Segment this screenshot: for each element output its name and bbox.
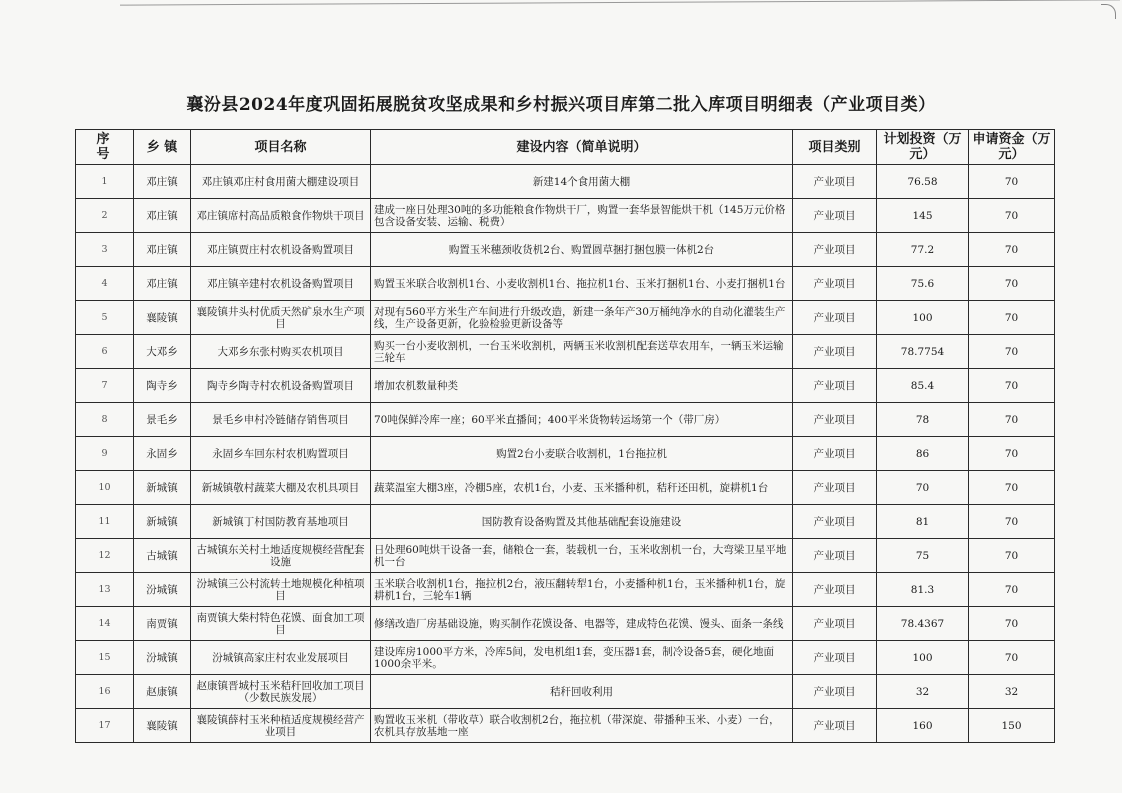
row-applied-funds: 70 — [969, 539, 1055, 573]
row-applied-funds: 70 — [969, 199, 1055, 233]
row-town: 邓庄镇 — [134, 199, 191, 233]
row-content: 购置玉米联合收割机1台、小麦收割机1台、拖拉机1台、玉米打捆机1台、小麦打捆机1台 — [371, 267, 793, 301]
row-content: 修缮改造厂房基础设施，购买制作花馍设备、电器等，建成特色花馍、馒头、面条一条线 — [371, 607, 793, 641]
table-row — [76, 369, 1055, 403]
row-category: 产业项目 — [793, 437, 877, 471]
row-category: 产业项目 — [793, 199, 877, 233]
row-town: 陶寺乡 — [134, 369, 191, 403]
row-planned-investment: 78 — [877, 403, 969, 437]
row-number: 1 — [76, 165, 134, 199]
header-name: 项目名称 — [191, 130, 371, 165]
row-number: 10 — [76, 471, 134, 505]
row-project-name: 大邓乡东张村购买农机项目 — [191, 335, 371, 369]
row-applied-funds: 150 — [969, 709, 1055, 743]
row-planned-investment: 86 — [877, 437, 969, 471]
row-planned-investment: 100 — [877, 641, 969, 675]
row-number: 12 — [76, 539, 134, 573]
row-number: 16 — [76, 675, 134, 709]
row-content: 建成一座日处理30吨的多功能粮食作物烘干厂，购置一套华景智能烘干机（145万元价格包含设备安装、运输、税费） — [371, 199, 793, 233]
row-category: 产业项目 — [793, 301, 877, 335]
row-number: 14 — [76, 607, 134, 641]
row-planned-investment: 75 — [877, 539, 969, 573]
row-town: 景毛乡 — [134, 403, 191, 437]
row-content: 新建14个食用菌大棚 — [371, 165, 793, 199]
row-planned-investment: 100 — [877, 301, 969, 335]
row-planned-investment: 81.3 — [877, 573, 969, 607]
row-content: 增加农机数量种类 — [371, 369, 793, 403]
header-plan: 计划投资（万元） — [877, 130, 969, 165]
row-number: 3 — [76, 233, 134, 267]
row-applied-funds: 70 — [969, 165, 1055, 199]
table-row — [76, 301, 1055, 335]
row-planned-investment: 145 — [877, 199, 969, 233]
row-project-name: 古城镇东关村土地适度规模经营配套设施 — [191, 539, 371, 573]
row-applied-funds: 70 — [969, 335, 1055, 369]
row-content: 蔬菜温室大棚3座，冷棚5座，农机1台，小麦、玉米播种机，秸秆还田机，旋耕机1台 — [371, 471, 793, 505]
row-number: 5 — [76, 301, 134, 335]
table-row — [76, 641, 1055, 675]
row-planned-investment: 32 — [877, 675, 969, 709]
row-project-name: 邓庄镇邓庄村食用菌大棚建设项目 — [191, 165, 371, 199]
row-content: 建设库房1000平方米，冷库5间，发电机组1套，变压器1套，制冷设备5套，硬化地面1000余平米。 — [371, 641, 793, 675]
row-planned-investment: 78.7754 — [877, 335, 969, 369]
row-category: 产业项目 — [793, 403, 877, 437]
project-table — [75, 129, 1055, 743]
table-row — [76, 165, 1055, 199]
row-town: 邓庄镇 — [134, 165, 191, 199]
row-number: 9 — [76, 437, 134, 471]
row-applied-funds: 70 — [969, 233, 1055, 267]
row-category: 产业项目 — [793, 709, 877, 743]
row-category: 产业项目 — [793, 505, 877, 539]
row-town: 赵康镇 — [134, 675, 191, 709]
row-number: 6 — [76, 335, 134, 369]
table-row — [76, 233, 1055, 267]
row-content: 购置收玉米机（带收草）联合收割机2台，拖拉机（带深旋、带播种玉米、小麦）一台，农机具存放基地一座 — [371, 709, 793, 743]
header-row — [76, 130, 1055, 165]
row-project-name: 新城镇敬村蔬菜大棚及农机具项目 — [191, 471, 371, 505]
row-project-name: 景毛乡申村冷链储存销售项目 — [191, 403, 371, 437]
row-project-name: 襄陵镇井头村优质天然矿泉水生产项目 — [191, 301, 371, 335]
row-number: 15 — [76, 641, 134, 675]
row-town: 大邓乡 — [134, 335, 191, 369]
row-number: 17 — [76, 709, 134, 743]
row-applied-funds: 70 — [969, 437, 1055, 471]
row-applied-funds: 70 — [969, 267, 1055, 301]
table-row — [76, 709, 1055, 743]
row-planned-investment: 75.6 — [877, 267, 969, 301]
row-content: 日处理60吨烘干设备一套，储粮仓一套，装载机一台，玉米收割机一台，大弯梁卫星平地机一台 — [371, 539, 793, 573]
row-project-name: 新城镇丁村国防教育基地项目 — [191, 505, 371, 539]
row-number: 11 — [76, 505, 134, 539]
row-category: 产业项目 — [793, 233, 877, 267]
row-planned-investment: 85.4 — [877, 369, 969, 403]
row-applied-funds: 70 — [969, 607, 1055, 641]
row-project-name: 邓庄镇席村高品质粮食作物烘干项目 — [191, 199, 371, 233]
row-project-name: 汾城镇三公村流转土地规模化种植项目 — [191, 573, 371, 607]
row-content: 购置玉米穗颈收货机2台、购置圆草捆打捆包膜一体机2台 — [371, 233, 793, 267]
row-applied-funds: 70 — [969, 471, 1055, 505]
table-row — [76, 573, 1055, 607]
row-town: 南贾镇 — [134, 607, 191, 641]
table-row — [76, 199, 1055, 233]
table-row — [76, 675, 1055, 709]
row-applied-funds: 70 — [969, 301, 1055, 335]
table-row — [76, 335, 1055, 369]
row-town: 汾城镇 — [134, 573, 191, 607]
row-category: 产业项目 — [793, 471, 877, 505]
row-project-name: 永固乡车回东村农机购置项目 — [191, 437, 371, 471]
row-town: 永固乡 — [134, 437, 191, 471]
row-project-name: 邓庄镇辛建村农机设备购置项目 — [191, 267, 371, 301]
row-category: 产业项目 — [793, 267, 877, 301]
header-town: 乡 镇 — [134, 130, 191, 165]
row-content: 购买一台小麦收割机，一台玉米收割机，两辆玉米收割机配套送草农用车，一辆玉米运输三轮车 — [371, 335, 793, 369]
row-town: 襄陵镇 — [134, 301, 191, 335]
row-applied-funds: 70 — [969, 403, 1055, 437]
table-row — [76, 437, 1055, 471]
header-content: 建设内容（简单说明） — [371, 130, 793, 165]
row-town: 古城镇 — [134, 539, 191, 573]
row-content: 玉米联合收割机1台，拖拉机2台，液压翻转犁1台，小麦播种机1台，玉米播种机1台，旋耕机1台，三轮车1辆 — [371, 573, 793, 607]
row-content: 对现有560平方米生产车间进行升级改造，新建一条年产30万桶纯净水的自动化灌装生产线，生产设备更新，化验检验更新设备等 — [371, 301, 793, 335]
table-row — [76, 505, 1055, 539]
header-seq: 序号 — [76, 130, 134, 165]
table-row — [76, 607, 1055, 641]
table-row — [76, 403, 1055, 437]
row-project-name: 襄陵镇薛村玉米种植适度规模经营产业项目 — [191, 709, 371, 743]
table-row — [76, 267, 1055, 301]
row-number: 2 — [76, 199, 134, 233]
row-applied-funds: 70 — [969, 369, 1055, 403]
row-town: 邓庄镇 — [134, 267, 191, 301]
row-planned-investment: 81 — [877, 505, 969, 539]
row-applied-funds: 70 — [969, 573, 1055, 607]
row-category: 产业项目 — [793, 573, 877, 607]
row-category: 产业项目 — [793, 369, 877, 403]
row-number: 8 — [76, 403, 134, 437]
row-category: 产业项目 — [793, 641, 877, 675]
row-applied-funds: 70 — [969, 505, 1055, 539]
row-category: 产业项目 — [793, 607, 877, 641]
row-content: 70吨保鲜冷库一座；60平米直播间；400平米货物转运场第一个（带厂房） — [371, 403, 793, 437]
row-town: 襄陵镇 — [134, 709, 191, 743]
row-project-name: 陶寺乡陶寺村农机设备购置项目 — [191, 369, 371, 403]
row-number: 4 — [76, 267, 134, 301]
row-content: 秸秆回收利用 — [371, 675, 793, 709]
row-project-name: 南贾镇大柴村特色花馍、面食加工项目 — [191, 607, 371, 641]
header-category: 项目类别 — [793, 130, 877, 165]
row-town: 汾城镇 — [134, 641, 191, 675]
row-town: 邓庄镇 — [134, 233, 191, 267]
page-corner — [1101, 4, 1116, 19]
row-planned-investment: 77.2 — [877, 233, 969, 267]
table-row — [76, 539, 1055, 573]
row-planned-investment: 160 — [877, 709, 969, 743]
row-project-name: 赵康镇晋城村玉米秸秆回收加工项目（少数民族发展） — [191, 675, 371, 709]
row-planned-investment: 70 — [877, 471, 969, 505]
row-town: 新城镇 — [134, 471, 191, 505]
row-category: 产业项目 — [793, 539, 877, 573]
row-category: 产业项目 — [793, 675, 877, 709]
row-content: 购置2台小麦联合收割机，1台拖拉机 — [371, 437, 793, 471]
row-town: 新城镇 — [134, 505, 191, 539]
page-edge — [120, 0, 1120, 6]
row-project-name: 汾城镇高家庄村农业发展项目 — [191, 641, 371, 675]
row-category: 产业项目 — [793, 335, 877, 369]
row-category: 产业项目 — [793, 165, 877, 199]
table-row — [76, 471, 1055, 505]
row-project-name: 邓庄镇贾庄村农机设备购置项目 — [191, 233, 371, 267]
row-content: 国防教育设备购置及其他基础配套设施建设 — [371, 505, 793, 539]
row-planned-investment: 78.4367 — [877, 607, 969, 641]
document-title: 襄汾县2024年度巩固拓展脱贫攻坚成果和乡村振兴项目库第二批入库项目明细表（产业项目类） — [186, 95, 936, 115]
row-applied-funds: 32 — [969, 675, 1055, 709]
row-planned-investment: 76.58 — [877, 165, 969, 199]
row-number: 7 — [76, 369, 134, 403]
row-number: 13 — [76, 573, 134, 607]
header-apply: 申请资金（万元） — [969, 130, 1055, 165]
row-applied-funds: 70 — [969, 641, 1055, 675]
